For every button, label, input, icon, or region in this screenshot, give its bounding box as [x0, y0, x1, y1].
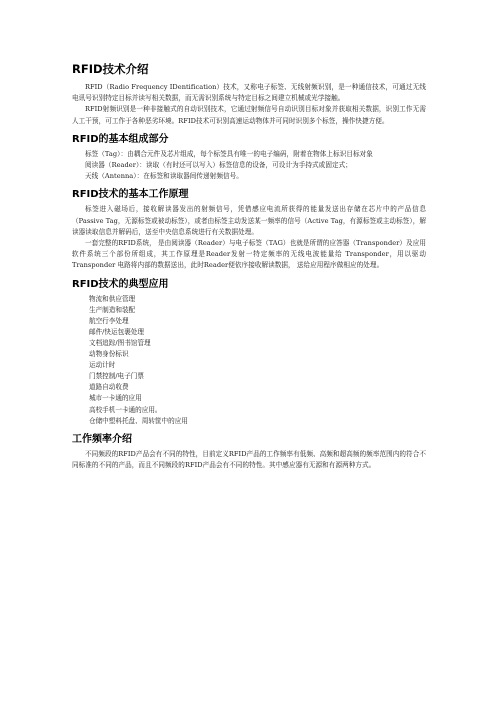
- list-item: 航空行李处理: [89, 316, 129, 325]
- list-item: 邮件/快运包裹处理: [89, 327, 144, 336]
- component-item: 阅读器（Reader）：读取（有时还可以写入）标签信息的设备，可设计为手持式或固定式；: [85, 161, 352, 170]
- list-item: 门禁控制/电子门票: [89, 372, 144, 381]
- frequency-section: [72, 449, 426, 471]
- section-heading-components: RFID的基本组成部分: [72, 133, 169, 145]
- list-item: 城市一卡通的应用: [89, 394, 142, 403]
- section-heading-frequency: 工作频率介绍: [72, 433, 132, 445]
- principle-section: [72, 204, 426, 271]
- list-item: 运动计时: [89, 361, 116, 370]
- list-item: 物流和供应管理: [89, 294, 136, 303]
- intro-paragraph: RFID（Radio Frequency IDentification）技术，又称电子标签、无线射频识别，是一种通信技术，可通过无线电讯号识别特定目标并读写相关数据，而无需识别系统与特定目标之间建立机械或光学接触。: [72, 83, 426, 103]
- list-item: 道路自动收费: [89, 383, 129, 392]
- page-title: RFID技术介绍: [72, 62, 149, 76]
- list-item: 动物身份标识: [89, 350, 129, 359]
- section-heading-principle: RFID技术的基本工作原理: [72, 189, 189, 201]
- component-item: 标签（Tag）：由耦合元件及芯片组成，每个标签具有唯一的电子编码，附着在物体上标识目标对象: [85, 149, 373, 158]
- frequency-paragraph: 不同频段的RFID产品会有不同的特性，目前定义RFID产品的工作频率有低频、高频和超高频的频率范围内的符合不同标准的不同的产品，而且不同频段的RFID产品会有不同的特性。其中感应器有无源和有源两种方式。: [72, 449, 426, 469]
- list-item: 生产制造和装配: [89, 305, 136, 314]
- component-item: 天线（Antenna）：在标签和读取器间传递射频信号。: [85, 172, 243, 181]
- list-item: 文档追踪/图书馆管理: [89, 339, 151, 348]
- applications-list: [72, 294, 426, 427]
- intro-paragraph: RFID射频识别是一种非接触式的自动识别技术，它通过射频信号自动识别目标对象并获取相关数据，识别工作无需人工干预，可工作于各种恶劣环境。RFID技术可识别高速运动物体并可同时识别多个标签，操作快捷方便。: [72, 105, 426, 125]
- principle-paragraph: 标签进入磁场后，接收解读器发出的射频信号，凭借感应电流所获得的能量发送出存储在芯片中的产品信息（Passive Tag，无源标签或被动标签），或者由标签主动发送某一频率的信号（Active Tag，有源标签或主动标签），解读器读取信息并解码后，送至中央信息系统进行有关数据处理。: [72, 205, 426, 236]
- list-item: 仓储中塑料托盘、周转筐中的应用: [89, 416, 188, 425]
- section-heading-applications: RFID技术的典型应用: [72, 278, 169, 290]
- list-item: 高校手机一卡通的应用。: [89, 405, 162, 414]
- principle-paragraph: 一套完整的RFID系统， 是由阅读器（Reader）与电子标签（TAG）也就是所谓的应答器（Transponder）及应用软件系统三个部份所组成，其工作原理是Reader发射一特定频率的无线电波能量给 Transponder，用以驱动 Transponder 电路将内部的数据送出，此时Reader便依序接收解读数据， 送给应用程序做相应的处理。: [72, 239, 426, 270]
- intro-section: [72, 82, 426, 127]
- document-page: [72, 62, 426, 471]
- components-section: [72, 149, 426, 183]
